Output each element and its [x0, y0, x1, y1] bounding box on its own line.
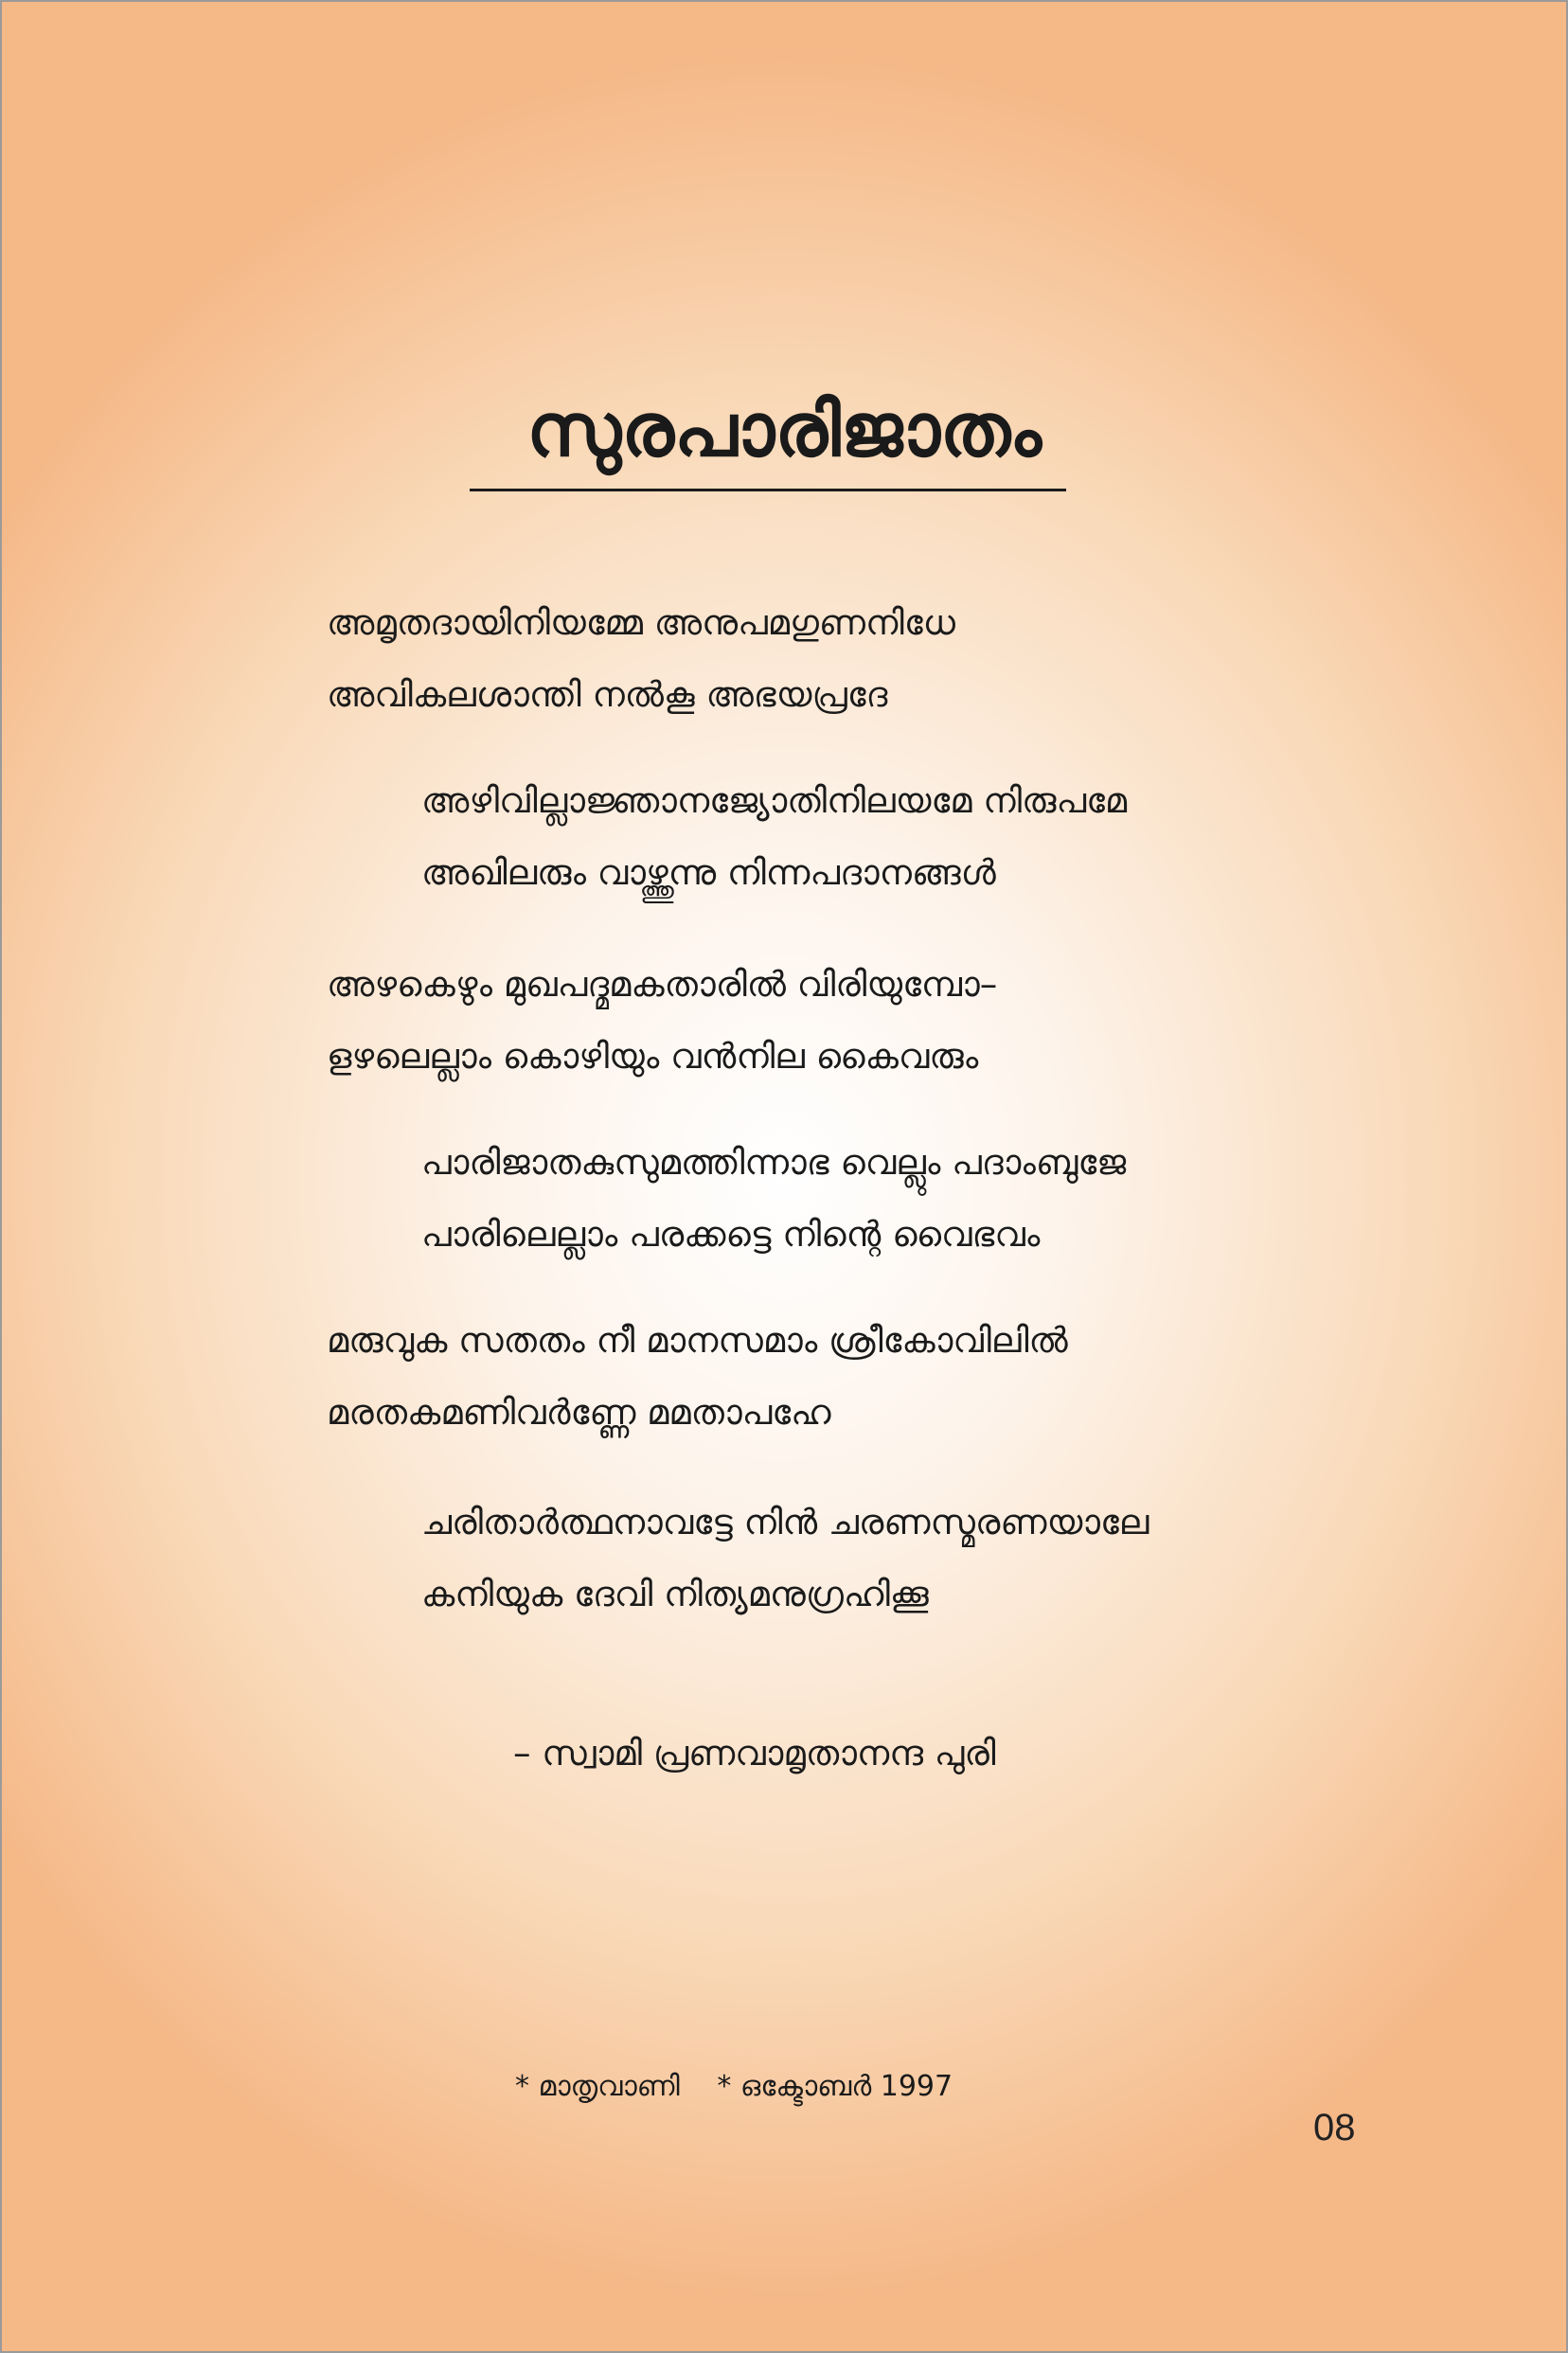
- poem-line: മരതകമണിവർണ്ണേ മമതാപഹേ: [327, 1392, 831, 1433]
- poem-line: മരുവുക സതതം നീ മാനസമാം ശ്രീകോവിലിൽ: [327, 1320, 1068, 1361]
- title-underline: [470, 489, 1066, 491]
- source-publication: * മാതൃവാണി: [515, 2070, 680, 2103]
- poem-line: അഴിവില്ലാജ്ഞാനജ്യോതിനിലയമേ നിരുപമേ: [421, 780, 1128, 821]
- poem-line: അഴകെഴും മുഖപദ്മമകതാരിൽ വിരിയുമ്പോ–: [327, 964, 998, 1005]
- poem-line: ചരിതാർത്ഥനാവട്ടേ നിൻ ചരണസ്മരണയാലേ: [421, 1502, 1149, 1542]
- poem-line: പാരിജാതകുസുമത്തിന്നാഭ വെല്ലും പദാംബുജേ: [421, 1142, 1127, 1183]
- stanza-2: [421, 765, 1127, 909]
- poem-line: അഖിലരും വാഴ്ത്തുന്നു നിന്നപദാനങ്ങൾ: [421, 852, 996, 893]
- page-number: 08: [1313, 2107, 1356, 2148]
- poem-line: അവികലശാന്തി നൽകൂ അഭയപ്രദേ: [327, 674, 888, 715]
- stanza-1: [327, 587, 955, 731]
- source-note: [515, 2066, 953, 2108]
- poem-title: സുരപാരിജാതം: [526, 388, 1042, 473]
- poem-line: ളഴലെല്ലാം കൊഴിയും വൻനില കൈവരും: [327, 1036, 979, 1077]
- poem-line: കനിയുക ദേവി നിത്യമനുഗ്രഹിക്കൂ: [421, 1574, 929, 1614]
- stanza-4: [421, 1127, 1126, 1271]
- stanza-5: [327, 1305, 1068, 1449]
- poem-line: പാരിലെല്ലാം പരക്കട്ടെ നിന്റെ വൈഭവം: [421, 1214, 1041, 1255]
- poem-line: അമൃതദായിനിയമ്മേ അനുപമഗുണനിധേ: [327, 602, 955, 643]
- stanza-6: [421, 1487, 1149, 1631]
- author-credit: – സ്വാമി പ്രണവാമൃതാനന്ദ പുരി: [513, 1733, 996, 1774]
- stanza-3: [327, 949, 997, 1093]
- source-date: * ഒക്ടോബർ 1997: [717, 2070, 953, 2103]
